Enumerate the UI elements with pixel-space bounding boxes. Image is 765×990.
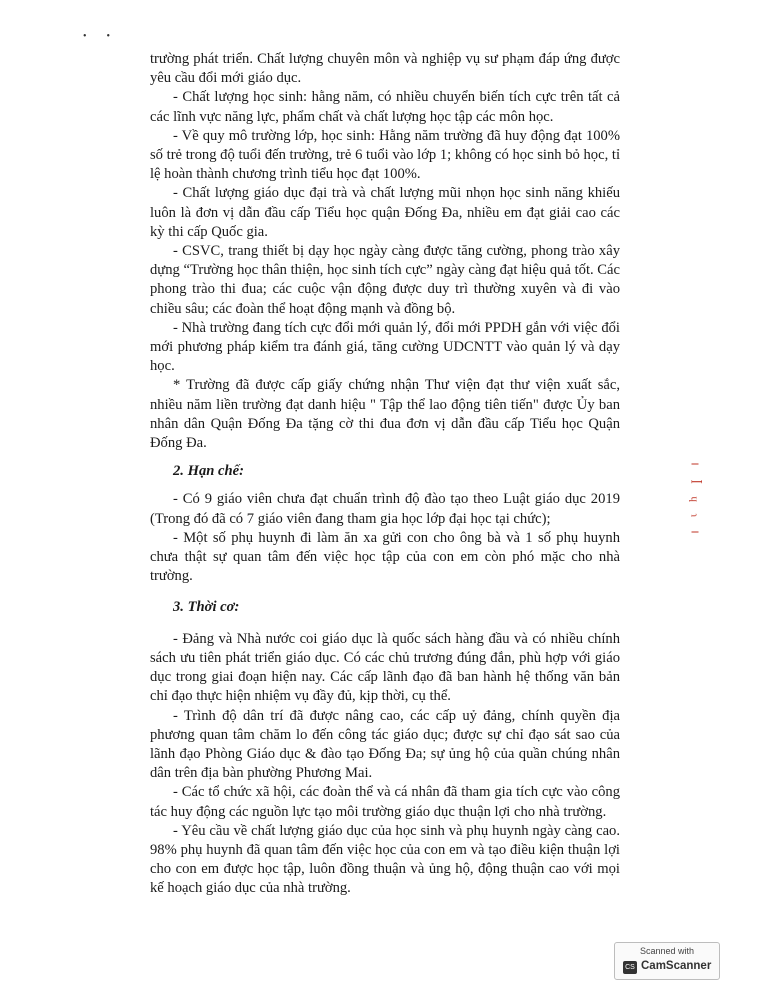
section-heading-opportunities: 3. Thời cơ:	[173, 599, 240, 616]
paragraph: - CSVC, trang thiết bị dạy học ngày càng được tăng cường, phong trào xây dựng “Trường học thân thiện, học sinh tích cực” ngày càng đạt hiệu quả tốt. Các phong trào thi đua; các cuộc vận động được duy trì thường xuyên và đi vào chiều sâu; các đoàn thể hoạt động mạnh và đồng bộ.	[150, 243, 620, 317]
paragraph: - Các tổ chức xã hội, các đoàn thể và cá nhân đã tham gia tích cực vào công tác huy động các nguồn lực tạo môi trường giáo dục thuận lợi cho nhà trường.	[150, 784, 620, 820]
paragraph: - Một số phụ huynh đi làm ăn xa gửi con cho ông bà và 1 số phụ huynh chưa thật sự quan tâm đến việc học tập của con em còn phó mặc cho nhà trường.	[150, 529, 620, 585]
paragraph: - Về quy mô trường lớp, học sinh: Hằng năm trường đã huy động đạt 100% số trẻ trong độ tuổi đến trường, trẻ 6 tuổi vào lớp 1; không có học sinh bỏ học, tỉ lệ hoàn thành chương trình tiểu học đạt 100%.	[150, 127, 620, 183]
paragraph: - Chất lượng giáo dục đại trà và chất lượng mũi nhọn học sinh năng khiếu luôn là đơn vị dẫn đầu cấp Tiểu học quận Đống Đa, nhiều em đạt giải cao các kỳ thi cấp Quốc gia.	[150, 185, 620, 240]
paragraph: - Trình độ dân trí đã được nâng cao, các cấp uỷ đảng, chính quyền địa phương quan tâm chăm lo đến công tác giáo dục; được sự chỉ đạo sát sao của lãnh đạo Phòng Giáo dục & đào tạo Đống Đa; sự ủng hộ của quần chúng nhân dân trên địa bàn phường Phương Mai.	[150, 707, 620, 782]
section-heading-limitations: 2. Hạn chế:	[173, 463, 244, 480]
paragraph: - Nhà trường đang tích cực đổi mới quản lý, đổi mới PPDH gắn với việc đổi mới phương pháp kiểm tra đánh giá, tăng cường UDCNTT vào quản lý và dạy học.	[150, 319, 620, 375]
paragraph: - Có 9 giáo viên chưa đạt chuẩn trình độ đào tạo theo Luật giáo dục 2019 (Trong đó đã có 7 giáo viên đang tham gia học lớp đại học tại chức);	[150, 491, 620, 527]
watermark-brand: CamScanner	[641, 960, 712, 972]
document-page	[150, 50, 620, 899]
paragraph: - Chất lượng học sinh: hằng năm, có nhiều chuyển biến tích cực trên tất cả các lĩnh vực năng lực, phẩm chất và chất lượng học tập các môn học.	[150, 89, 620, 125]
paragraph: * Trường đã được cấp giấy chứng nhận Thư viện đạt thư viện xuất sắc, nhiều năm liền trường đạt danh hiệu " Tập thể lao động tiên tiến" được Ủy ban nhân dân Quận Đống Đa tặng cờ thi đua đơn vị dẫn đầu cấp Tiểu học Quận Đống Đa.	[150, 377, 620, 452]
paragraph: trường phát triển. Chất lượng chuyên môn và nghiệp vụ sư phạm đáp ứng được yêu cầu đổi mới giáo dục.	[150, 51, 620, 87]
bleed-through-marks: ‖ ꟾ ɥ ɿ ‖	[688, 462, 701, 534]
scan-specks: • •	[83, 31, 111, 42]
camscanner-watermark	[614, 942, 720, 980]
paragraph: - Đảng và Nhà nước coi giáo dục là quốc sách hàng đầu và có nhiều chính sách ưu tiên phát triển giáo dục. Có các chủ trương đúng đắn, phù hợp với giáo dục trong giai đoạn hiện nay. Các cấp lãnh đạo đã ban hành hệ thống văn bản chỉ đạo thực hiện nhiệm vụ đầy đủ, kịp thời, cụ thể.	[150, 630, 620, 705]
paragraph: - Yêu cầu về chất lượng giáo dục của học sinh và phụ huynh ngày càng cao. 98% phụ huynh đã quan tâm đến việc học của con em và tạo điều kiện thuận lợi cho con em được học tập, luôn đồng thuận và ủng hộ, động thuận cao với mọi kế hoạch giáo dục của nhà trường.	[150, 822, 620, 897]
camscanner-logo-icon: CS	[623, 961, 637, 974]
watermark-caption: Scanned with	[639, 946, 695, 956]
